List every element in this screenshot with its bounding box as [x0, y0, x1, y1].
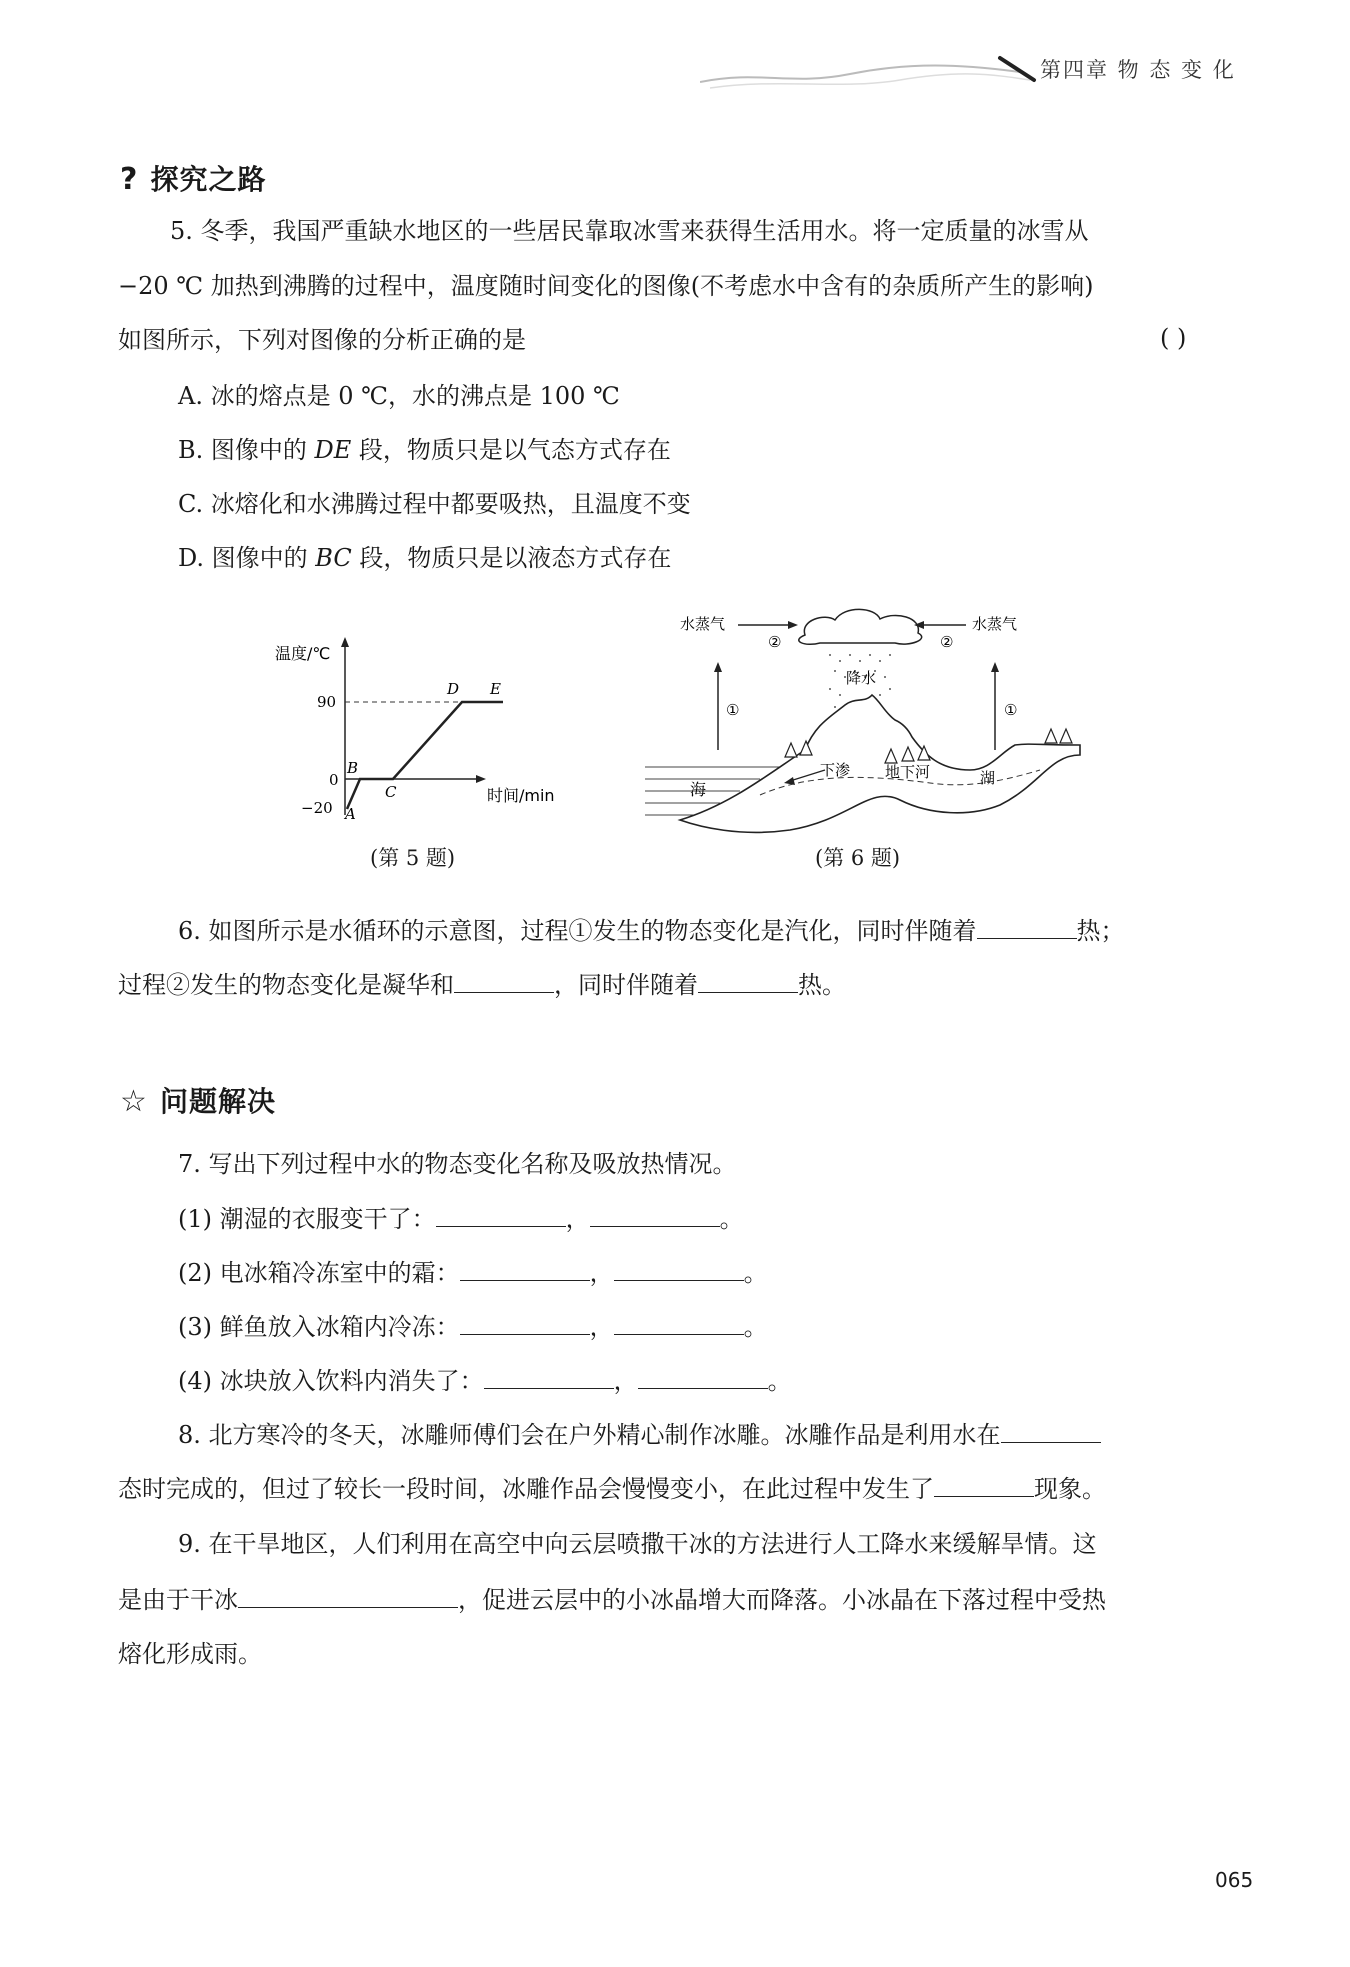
q9-line2: 是由于干冰 ，促进云层中的小冰晶增大而降落。小冰晶在下落过程中受热: [118, 1583, 1106, 1616]
q6-line1: 6. 如图所示是水循环的示意图，过程①发生的物态变化是汽化，同时伴随着 热；: [178, 914, 1125, 947]
q7-item-1: (1) 潮湿的衣服变干了： ， 。: [178, 1202, 744, 1235]
q6-blank-1[interactable]: [977, 914, 1077, 939]
vapor-left-label: 水蒸气: [680, 615, 726, 633]
q7-3-blank-a[interactable]: [460, 1310, 590, 1335]
q8-line1: 8. 北方寒冷的冬天，冰雕师傅们会在户外精心制作冰雕。冰雕作品是利用水在: [178, 1418, 1101, 1451]
q5-option-b: B. 图像中的 DE 段，物质只是以气态方式存在: [178, 436, 671, 464]
q7-1-blank-b[interactable]: [590, 1202, 720, 1227]
section-heading-solve: [120, 1080, 276, 1120]
point-d: D: [447, 680, 460, 698]
q5-option-d: D. 图像中的 BC 段，物质只是以液态方式存在: [178, 544, 672, 572]
q7-item-3: (3) 鲜鱼放入冰箱内冷冻： ， 。: [178, 1310, 768, 1343]
y-axis-label: 温度/℃: [275, 644, 331, 663]
q7-2-blank-a[interactable]: [460, 1256, 590, 1281]
process-1-left: ①: [726, 701, 740, 719]
rain-label: 降水: [846, 669, 877, 687]
q9-line1: 9. 在干旱地区，人们利用在高空中向云层喷撒干冰的方法进行人工降水来缓解旱情。这: [178, 1530, 1097, 1558]
q5-option-c: C. 冰熔化和水沸腾过程中都要吸热，且温度不变: [178, 490, 691, 518]
q7-1-blank-a[interactable]: [436, 1202, 566, 1227]
q5-line3: 如图所示，下列对图像的分析正确的是: [118, 326, 526, 354]
lake-label: 湖: [980, 769, 996, 787]
y-axis-arrow: [341, 637, 349, 647]
process-1-right: ①: [1004, 701, 1018, 719]
tick-minus-20: −20: [301, 799, 333, 817]
star-icon: ☆: [120, 1084, 147, 1119]
q7-stem: 7. 写出下列过程中水的物态变化名称及吸放热情况。: [178, 1150, 737, 1178]
point-b: B: [347, 759, 359, 777]
section-heading-explore: [120, 158, 267, 198]
q6-line2: 过程②发生的物态变化是凝华和 ，同时伴随着 热。: [118, 968, 846, 1001]
underground-river-label: 地下河: [885, 763, 931, 781]
question-icon: ?: [120, 162, 138, 197]
q8-line2: 态时完成的，但过了较长一段时间，冰雕作品会慢慢变小，在此过程中发生了 现象。: [118, 1472, 1106, 1505]
point-a: A: [345, 805, 356, 823]
q6-blank-2[interactable]: [454, 968, 554, 993]
sea-label: 海: [690, 780, 707, 799]
section-title: 探究之路: [150, 163, 267, 196]
q6-blank-3[interactable]: [698, 968, 798, 993]
x-axis-label: 时间/min: [487, 786, 555, 805]
point-e: E: [490, 680, 501, 698]
q5-line2: −20 ℃ 加热到沸腾的过程中，温度随时间变化的图像(不考虑水中含有的杂质所产生的影响): [118, 272, 1094, 300]
q9-line3: 熔化形成雨。: [118, 1640, 262, 1668]
q5-option-a: A. 冰的熔点是 0 ℃，水的沸点是 100 ℃: [178, 382, 620, 410]
q7-3-blank-b[interactable]: [614, 1310, 744, 1335]
figure-5-graph: [265, 625, 585, 825]
temperature-curve: [347, 702, 503, 809]
x-axis-arrow: [476, 775, 486, 783]
figure-6-water-cycle: [640, 605, 1090, 835]
q7-4-blank-a[interactable]: [484, 1364, 614, 1389]
figure-6-caption: (第 6 题): [815, 846, 901, 870]
section-title: 问题解决: [160, 1085, 277, 1118]
header-decoration: [700, 40, 1060, 100]
tick-0: 0: [329, 771, 339, 789]
answer-bracket: ( ): [1160, 324, 1187, 352]
chapter-title: 第四章 物 态 变 化: [1040, 58, 1236, 82]
q9-blank-1[interactable]: [238, 1583, 458, 1608]
q7-item-4: (4) 冰块放入饮料内消失了： ， 。: [178, 1364, 792, 1397]
q8-blank-2[interactable]: [934, 1472, 1034, 1497]
q5-line1: 5. 冬季，我国严重缺水地区的一些居民靠取冰雪来获得生活用水。将一定质量的冰雪从: [170, 217, 1089, 245]
tick-90: 90: [317, 693, 337, 711]
process-2-right: ②: [940, 633, 954, 651]
figure-5-caption: (第 5 题): [370, 846, 456, 870]
page-number: 065: [1215, 1868, 1254, 1892]
q7-item-2: (2) 电冰箱冷冻室中的霜： ， 。: [178, 1256, 768, 1289]
q8-blank-1[interactable]: [1001, 1418, 1101, 1443]
point-c: C: [385, 783, 397, 801]
process-2-left: ②: [768, 633, 782, 651]
land: [680, 695, 1080, 832]
q7-2-blank-b[interactable]: [614, 1256, 744, 1281]
cloud: [799, 609, 922, 644]
q7-4-blank-b[interactable]: [638, 1364, 768, 1389]
seep-label: 下渗: [820, 761, 851, 779]
vapor-right-label: 水蒸气: [972, 615, 1018, 633]
